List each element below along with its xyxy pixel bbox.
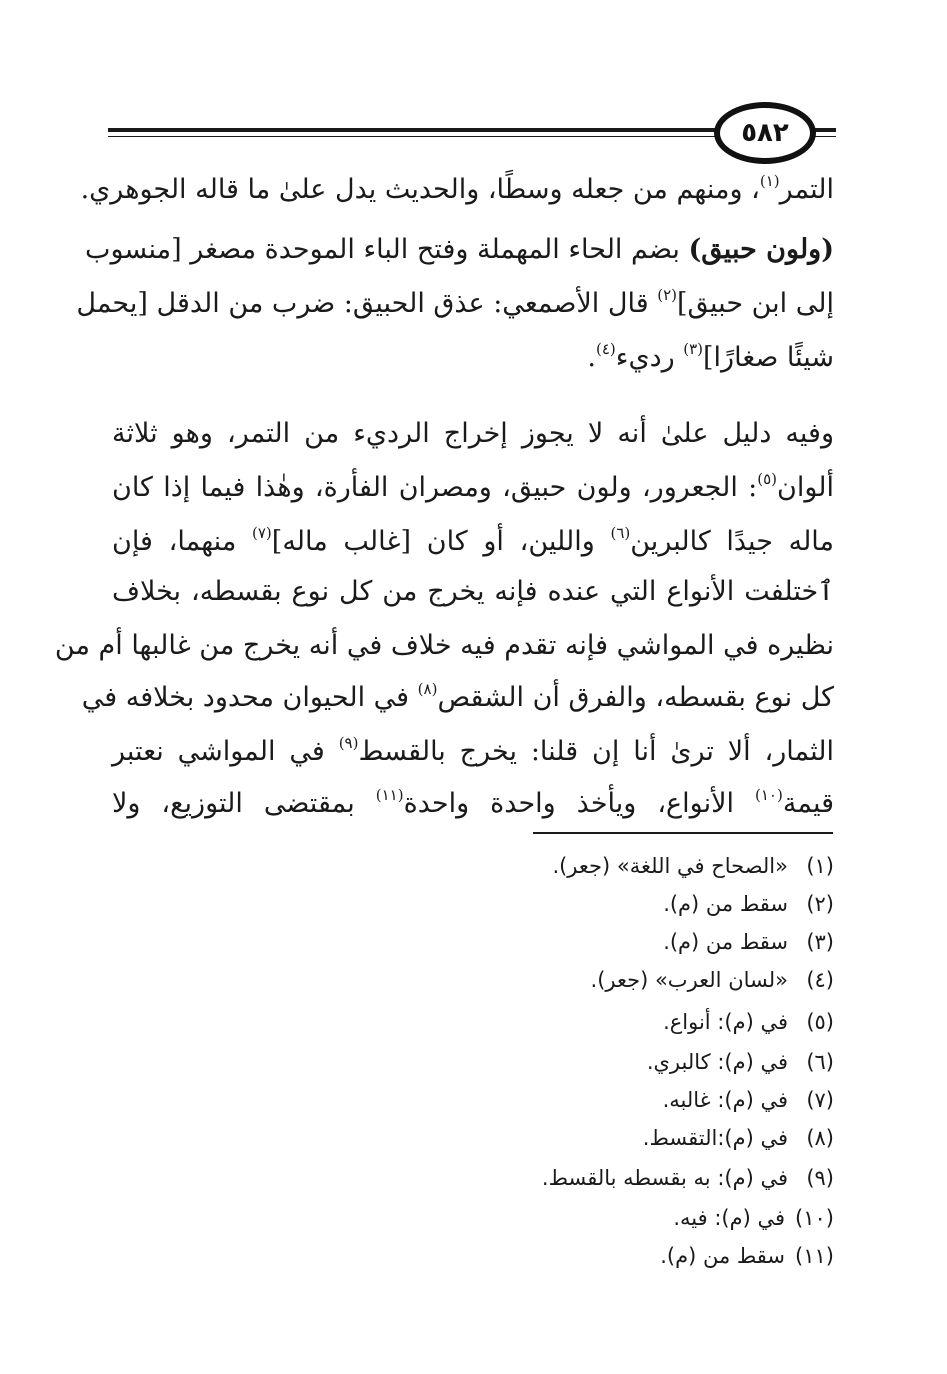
footnote-text: سقط من (م). <box>660 1244 786 1268</box>
text-run: . <box>587 342 596 373</box>
footnote-number: (٥) <box>806 1010 834 1034</box>
text-run: الثمار، ألا ترىٰ أنا إن قلنا: يخرج بالقسط <box>358 736 834 767</box>
text-run: الأنواع، ويأخذ واحدة واحدة <box>403 788 756 819</box>
text-run: ، ومنهم من جعله وسطًا، والحديث يدل علىٰ ما قاله الجوهري. <box>80 174 760 205</box>
body-line <box>112 524 834 557</box>
header-rule-top <box>108 128 720 132</box>
footnote <box>647 1052 834 1073</box>
footnote-text: «لسان العرب» (جعر). <box>590 968 788 992</box>
text-run: إلى ابن حبيق] <box>676 288 834 319</box>
body-line <box>85 234 834 265</box>
footnote <box>663 1012 834 1033</box>
footnote <box>552 856 834 877</box>
body-line <box>112 420 834 447</box>
text-run: منهما، فإن <box>112 526 252 557</box>
text-run: واللين، أو كان [غالب ماله] <box>271 526 611 557</box>
text-run: كل نوع بقسطه، والفرق أن الشقص <box>437 682 834 713</box>
footnote-marker: (٤) <box>595 340 616 358</box>
body-line <box>81 680 834 713</box>
text-run: شيئًا صغارًا] <box>703 342 834 373</box>
text-run: : الجعرور، ولون حبيق، ومصران الفأرة، وهٰذا فيما إذا كان <box>112 472 758 503</box>
body-line <box>54 630 834 661</box>
footnote-number: (٤) <box>806 968 834 992</box>
footnote <box>643 1128 834 1149</box>
footnote <box>542 1168 834 1189</box>
footnote-text: في (م): كالبري. <box>646 1050 788 1074</box>
footnote <box>591 970 834 991</box>
page-number: ٥٨٢ <box>714 102 816 164</box>
text-run: قال الأصمعي: عذق الحبيق: ضرب من الدقل [يحمل <box>76 288 658 319</box>
footnote-marker: (٨) <box>417 680 438 698</box>
footnote-number: (٩) <box>806 1166 834 1190</box>
footnote <box>663 1090 834 1111</box>
text-run: رديء <box>615 342 684 373</box>
footnote-text: سقط من (م). <box>663 892 788 916</box>
footnote-separator <box>533 832 833 834</box>
footnote-marker: (٣) <box>683 340 704 358</box>
footnote-number: (٨) <box>806 1126 834 1150</box>
text-run: ألوان <box>776 472 834 503</box>
footnote-marker: (١٠) <box>755 786 783 804</box>
footnote-text: في (م): أنواع. <box>663 1010 788 1034</box>
body-line <box>112 734 834 767</box>
header-rule-bottom <box>108 136 720 137</box>
body-line <box>587 340 834 373</box>
footnote-marker: (٢) <box>657 286 677 304</box>
footnote <box>663 894 834 915</box>
text-run: ماله جيدًا كالبرين <box>630 526 834 557</box>
text-run: التمر <box>779 174 834 205</box>
body-line <box>76 286 834 319</box>
footnote <box>663 932 834 953</box>
body-line <box>80 172 834 205</box>
footnote-number: (٢) <box>806 892 834 916</box>
footnote-text: في (م): فيه. <box>673 1206 786 1230</box>
footnote-number: (١٠) <box>795 1206 834 1230</box>
text-run: نظيره في المواشي فإنه تقدم فيه خلاف في أنه يخرج من غالبها أم من <box>54 630 834 661</box>
footnote-number: (١) <box>806 854 834 878</box>
footnote-number: (٣) <box>806 930 834 954</box>
footnote-marker: (٩) <box>338 734 359 752</box>
body-line <box>112 786 834 819</box>
footnote-number: (٧) <box>806 1088 834 1112</box>
footnote-text: في (م): به بقسطه بالقسط. <box>541 1166 788 1190</box>
footnote-text: في (م):التقسط. <box>642 1126 788 1150</box>
footnote-marker: (٥) <box>757 470 777 488</box>
body-line <box>112 578 834 605</box>
footnote-text: «الصحاح في اللغة» (جعر). <box>552 854 788 878</box>
footnote-marker: (٧) <box>252 524 272 542</box>
text-run: ٱختلفت الأنواع التي عنده فإنه يخرج من كل نوع بقسطه، بخلاف <box>112 576 834 607</box>
body-line <box>112 470 834 503</box>
footnote-number: (١١) <box>795 1244 834 1268</box>
text-run: وفيه دليل علىٰ أنه لا يجوز إخراج الرديء من التمر، وهو ثلاثة <box>112 418 834 449</box>
footnote-text: في (م): غالبه. <box>662 1088 788 1112</box>
text-run: بمقتضى التوزيع، ولا <box>112 788 376 819</box>
text-run: بضم الحاء المهملة وفتح الباء الموحدة مصغر [منسوب <box>85 234 689 265</box>
text-run: في الحيوان محدود بخلافه في <box>81 682 418 713</box>
footnote-text: سقط من (م). <box>663 930 788 954</box>
footnote-marker: (٦) <box>610 524 631 542</box>
text-run: قيمة <box>782 788 834 819</box>
footnote-number: (٦) <box>806 1050 834 1074</box>
bold-term: (ولون حبيق) <box>688 234 834 265</box>
footnote-marker: (١١) <box>375 786 404 804</box>
footnote <box>660 1246 834 1267</box>
footnote-marker: (١) <box>759 172 780 190</box>
text-run: في المواشي نعتبر <box>112 736 339 767</box>
footnote <box>673 1208 834 1229</box>
